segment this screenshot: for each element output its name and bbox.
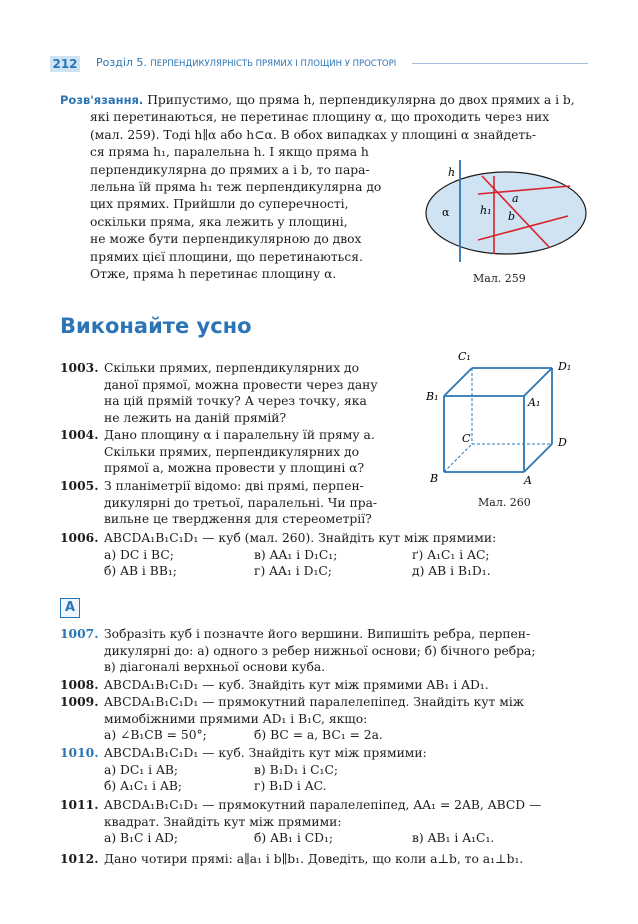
edge — [444, 368, 472, 396]
solution-label: Розв'язання. — [60, 93, 144, 107]
option: а) ∠B₁CB = 50°; — [104, 728, 207, 743]
exercise-text: квадрат. Знайдіть кут між прямими: — [104, 814, 342, 829]
exercise-1012 — [60, 851, 590, 868]
plane-alpha — [426, 172, 586, 254]
solution-line: оскільки пряма, яка лежить у площині, — [90, 214, 348, 229]
vertex-label: A — [524, 474, 532, 487]
exercise-number: 1006. — [60, 530, 99, 545]
exercise-text: ABCDA₁B₁C₁D₁ — куб. Знайдіть кут між прямими AB₁ і AD₁. — [104, 678, 489, 692]
option: г) AA₁ і D₁C; — [254, 564, 332, 579]
exercise-text: Дано площину α і паралельну їй пряму a. — [104, 428, 375, 442]
exercise-text: прямої a, можна провести у площині α? — [104, 461, 365, 476]
exercise-text: ABCDA₁B₁C₁D₁ — куб. Знайдіть кут між прямими: — [104, 746, 427, 760]
exercise-text: ABCDA₁B₁C₁D₁ — куб (мал. 260). Знайдіть кут між прямими: — [104, 531, 497, 545]
exercise-number: 1009. — [60, 694, 99, 709]
figure-260-caption: Мал. 260 — [478, 496, 531, 509]
exercise-text: вильне це твердження для стереометрії? — [104, 512, 372, 527]
exercise-text: дикулярні до: а) одного з ребер нижньої основи; б) бічного ребра; — [104, 643, 536, 658]
exercise-text: мимобіжними прямими AD₁ і B₁C, якщо: — [104, 711, 368, 726]
exercise-text: Дано чотири прямі: a∥a₁ і b∥b₁. Доведіть, що коли a⊥b, то a₁⊥b₁. — [104, 852, 524, 866]
exercise-text: не лежить на даній прямій? — [104, 411, 287, 426]
exercise-text: дикулярні до третьої, паралельні. Чи пра- — [104, 495, 378, 510]
solution-line: Отже, пряма h перетинає площину α. — [90, 267, 337, 282]
solution-line: ся пряма h₁, паралельна h. І якщо пряма h — [90, 145, 369, 160]
vertex-label: C — [462, 432, 471, 445]
label-a: a — [512, 192, 519, 205]
exercise-number: 1011. — [60, 797, 99, 812]
figure-259 — [420, 158, 590, 268]
exercise-text: ABCDA₁B₁C₁D₁ — прямокутний паралелепіпед, AA₁ = 2AB, ABCD — — [104, 798, 542, 812]
option: б) AB і BB₁; — [104, 564, 177, 579]
exercise-number: 1008. — [60, 677, 99, 692]
edge — [524, 368, 552, 396]
exercise-number: 1007. — [60, 626, 99, 641]
option: в) AA₁ і D₁C₁; — [254, 547, 338, 562]
chapter-number: Розділ 5. — [96, 56, 147, 69]
solution-line: не може бути перпендикулярною до двох — [90, 232, 362, 247]
exercise-number: 1004. — [60, 427, 99, 442]
exercise-1009 — [60, 694, 590, 744]
vertex-label: D — [558, 436, 567, 449]
solution-line: лельна їй пряма h₁ теж перпендикулярна до — [90, 180, 382, 195]
exercise-number: 1010. — [60, 745, 99, 760]
exercise-1005 — [60, 478, 400, 528]
figure-259-caption: Мал. 259 — [473, 272, 526, 285]
vertex-label: C₁ — [458, 350, 471, 363]
exercise-text: Зобразіть куб і позначте його вершини. Випишіть ребра, перпен- — [104, 627, 531, 641]
label-h: h — [448, 166, 456, 179]
section-title: Виконайте усно — [60, 314, 252, 338]
label-alpha: α — [442, 206, 450, 219]
vertex-label: D₁ — [558, 360, 572, 373]
exercise-text: З планіметрії відомо: дві прямі, перпен- — [104, 479, 364, 493]
exercise-number: 1005. — [60, 478, 99, 493]
exercise-1007 — [60, 626, 590, 676]
option: в) B₁D₁ і C₁C; — [254, 762, 339, 777]
option: б) BC = a, BC₁ = 2a. — [254, 728, 383, 743]
solution-line: перпендикулярна до прямих a і b, то пара- — [90, 162, 370, 177]
option: д) AB і B₁D₁. — [412, 564, 491, 579]
label-b: b — [508, 210, 516, 223]
option: в) AB₁ і A₁C₁. — [412, 831, 495, 846]
exercise-1011 — [60, 797, 590, 847]
exercise-text: ABCDA₁B₁C₁D₁ — прямокутний паралелепіпед. Знайдіть кут між — [104, 695, 525, 709]
option: а) DC і BC; — [104, 547, 174, 562]
exercise-1006 — [60, 530, 590, 580]
vertex-label: A₁ — [528, 396, 541, 409]
vertex-label: B₁ — [426, 390, 439, 403]
exercise-1010 — [60, 745, 590, 795]
option: а) DC₁ і AB; — [104, 762, 179, 777]
exercise-text: Скільки прямих, перпендикулярних до — [104, 361, 360, 375]
solution-line: прямих цієї площини, що перетинаються. — [90, 249, 363, 264]
solution-line: цих прямих. Прийшли до суперечності, — [90, 197, 349, 212]
figure-260 — [420, 348, 590, 488]
option: ґ) A₁C₁ і AC; — [412, 547, 490, 562]
exercise-1004 — [60, 427, 400, 477]
exercise-text: на цій прямій точку? А через точку, яка — [104, 394, 367, 409]
solution-line: Припустимо, що пряма h, перпендикулярна до двох прямих a і b, — [147, 93, 575, 107]
option: б) AB₁ і CD₁; — [254, 831, 334, 846]
running-header — [96, 56, 396, 69]
hidden-edge — [444, 444, 472, 472]
edge — [524, 444, 552, 472]
exercise-text: в) діагоналі верхньої основи куба. — [104, 660, 326, 675]
exercise-text: Скільки прямих, перпендикулярних до — [104, 444, 360, 459]
solution-line: (мал. 259). Тоді h∥α або h⊂α. В обох випадках у площині α знайдеть- — [90, 127, 537, 142]
option: б) A₁C₁ і AB; — [104, 779, 183, 794]
label-h1: h₁ — [480, 204, 492, 217]
exercise-1003 — [60, 360, 400, 427]
option: а) B₁C і AD; — [104, 831, 179, 846]
option: г) B₁D і AC. — [254, 779, 327, 794]
page-number: 212 — [50, 56, 80, 72]
exercise-text: даної прямої, можна провести через дану — [104, 377, 378, 392]
exercise-number: 1003. — [60, 360, 99, 375]
solution-line: які перетинаються, не перетинає площину α, що проходить через них — [90, 110, 550, 125]
exercise-1008 — [60, 677, 590, 694]
level-a-badge: А — [60, 598, 80, 618]
vertex-label: B — [430, 472, 439, 485]
header-rule — [412, 63, 588, 64]
chapter-title: ПЕРПЕНДИКУЛЯРНІСТЬ ПРЯМИХ І ПЛОЩИН У ПРОСТОРІ — [150, 59, 397, 69]
exercise-number: 1012. — [60, 851, 99, 866]
